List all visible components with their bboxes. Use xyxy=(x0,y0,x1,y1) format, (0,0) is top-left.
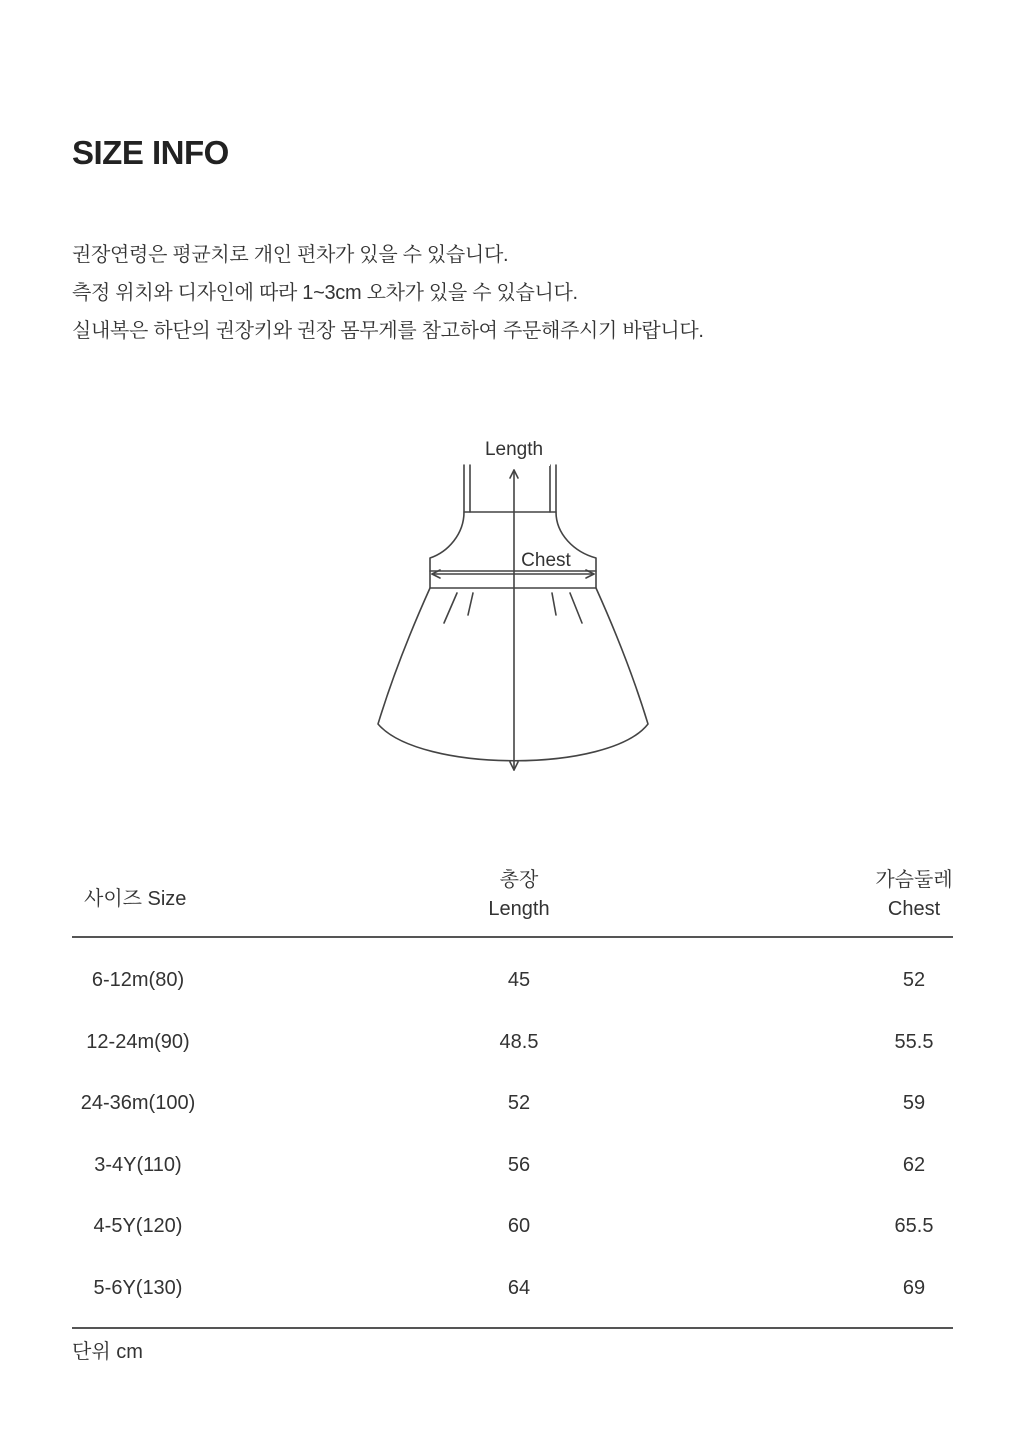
table-row xyxy=(72,1078,953,1140)
header-size: 사이즈 Size xyxy=(84,888,187,910)
cell-chest: 52 xyxy=(902,969,926,991)
header-chest xyxy=(847,866,981,924)
length-label: Length xyxy=(484,439,544,460)
table-row xyxy=(72,1263,953,1325)
header-length-ko: 총장 xyxy=(499,869,539,891)
table-body xyxy=(72,955,953,1325)
cell-size: 12-24m(90) xyxy=(86,1030,190,1053)
pleat-line xyxy=(552,593,556,615)
cell-size: 24-36m(100) xyxy=(80,1092,196,1115)
cell-chest: 69 xyxy=(902,1276,926,1299)
table-header xyxy=(72,862,953,938)
header-length xyxy=(452,866,586,924)
page-title: SIZE INFO xyxy=(72,134,229,171)
cell-chest: 55.5 xyxy=(894,1030,934,1053)
cell-length: 56 xyxy=(507,1153,531,1176)
cell-chest: 65.5 xyxy=(894,1215,934,1238)
skirt-outline xyxy=(378,588,648,761)
cell-length: 45 xyxy=(507,969,531,991)
note-line: 측정 위치와 디자인에 따라 1~3cm 오차가 있을 수 있습니다. xyxy=(72,282,578,304)
size-notes xyxy=(72,236,704,350)
cell-length: 48.5 xyxy=(499,1030,539,1053)
unit-note: 단위 cm xyxy=(72,1341,143,1363)
cell-length: 52 xyxy=(507,1092,531,1115)
table-bottom-rule xyxy=(72,1327,953,1329)
cell-chest: 62 xyxy=(902,1153,926,1176)
cell-size: 5-6Y(130) xyxy=(93,1276,183,1299)
header-chest-en: Chest xyxy=(887,898,941,920)
pleat-line xyxy=(468,593,473,615)
table-row xyxy=(72,1017,953,1079)
size-table xyxy=(72,862,953,1329)
chest-label: Chest xyxy=(521,550,571,571)
cell-size: 4-5Y(120) xyxy=(93,1215,183,1238)
note-line: 실내복은 하단의 권장키와 권장 몸무게를 참고하여 주문해주시기 바랍니다. xyxy=(72,320,704,342)
cell-size: 6-12m(80) xyxy=(91,969,185,991)
note-line: 권장연령은 평균치로 개인 편차가 있을 수 있습니다. xyxy=(72,244,509,266)
pleat-line xyxy=(444,593,457,623)
header-chest-ko: 가슴둘레 xyxy=(875,869,953,891)
cell-length: 60 xyxy=(507,1215,531,1238)
table-row xyxy=(72,1140,953,1202)
dress-measurement-diagram xyxy=(360,428,670,788)
pleat-line xyxy=(570,593,582,623)
table-row xyxy=(72,1201,953,1263)
table-row xyxy=(72,955,953,1017)
header-length-en: Length xyxy=(488,898,550,920)
cell-size: 3-4Y(110) xyxy=(94,1153,182,1176)
bodice-outline xyxy=(430,512,596,588)
cell-length: 64 xyxy=(507,1276,531,1299)
cell-chest: 59 xyxy=(902,1092,926,1115)
